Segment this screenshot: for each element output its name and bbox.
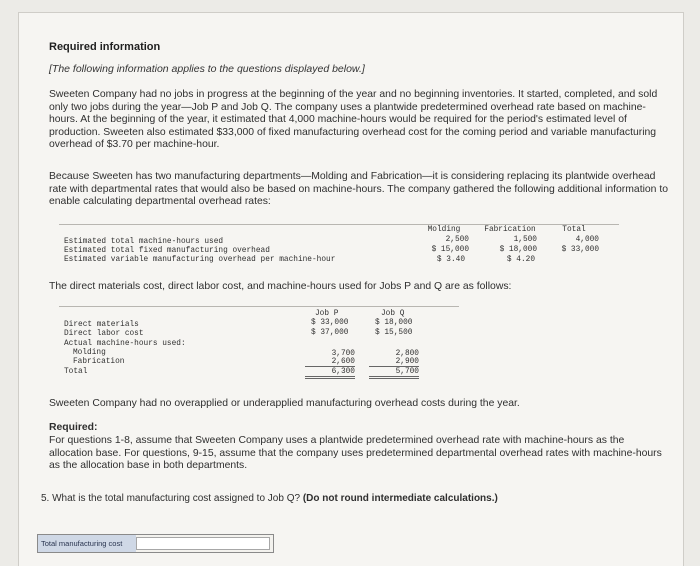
cell-p-direct-materials: $ 33,000: [311, 319, 349, 327]
cell-fabrication-fixed: $ 18,000: [499, 246, 537, 254]
cell-p-molding: 3,700: [331, 350, 355, 358]
overhead-paragraph: Sweeten Company had no overapplied or underapplied manufacturing overhead costs during the year.: [49, 398, 520, 409]
jobs-paragraph: The direct materials cost, direct labor cost, and machine-hours used for Jobs P and Q are as follows:: [49, 281, 512, 292]
row-label-actual-machine-hours: Actual machine-hours used:: [64, 340, 186, 348]
row-label-fixed-overhead: Estimated total fixed manufacturing overhead: [64, 247, 270, 255]
cell-total-fixed: $ 33,000: [561, 246, 599, 254]
row-label-total: Total: [64, 368, 88, 376]
question-text: [41, 493, 661, 506]
cell-p-fabrication: 2,600: [305, 358, 355, 367]
question-prompt: 5. What is the total manufacturing cost assigned to Job Q? (Do not round intermediate calculations.): [41, 493, 498, 504]
estimates-table: [59, 224, 619, 275]
row-label-variable-overhead: Estimated variable manufacturing overhead per machine-hour: [64, 256, 336, 264]
cell-molding-hours: 2,500: [445, 236, 469, 244]
row-label-machine-hours: Estimated total machine-hours used: [64, 238, 224, 246]
cell-q-direct-labor: $ 15,500: [375, 329, 413, 337]
col-header-total: Total: [562, 226, 586, 234]
row-label-molding: Molding: [73, 349, 106, 357]
cell-fabrication-hours: 1,500: [513, 236, 537, 244]
col-header-job-q: Job Q: [381, 310, 405, 318]
col-header-fabrication: Fabrication: [484, 226, 536, 234]
intro-paragraph: Sweeten Company had no jobs in progress at the beginning of the year and no beginning inventories. It started, completed, and sold only two jobs during the year—Job P and Job Q. The company uses a plantwide predetermined overhead rate based on machine-hours. At the beginning of the year, it estimated that 4,000 machine-hours would be required for the period's estimated level of production. Sweeten also estimated $33,000 of fixed manufacturing overhead cost for the coming period and variable manufacturing overhead of $3.70 per machine-hour.: [49, 89, 658, 151]
cell-q-total: 5,700: [369, 368, 419, 379]
required-label: Required:: [49, 422, 98, 433]
instruction-note: [The following information applies to the questions displayed below.]: [49, 63, 365, 75]
cell-p-total: 6,300: [305, 368, 355, 379]
row-label-direct-labor: Direct labor cost: [64, 330, 144, 338]
cell-q-fabrication: 2,900: [369, 358, 419, 367]
cell-total-hours: 4,000: [575, 236, 599, 244]
question-instruction: (Do not round intermediate calculations.): [302, 493, 498, 504]
answer-row: [37, 534, 274, 553]
cell-p-direct-labor: $ 37,000: [311, 329, 349, 337]
col-header-job-p: Job P: [315, 310, 339, 318]
row-label-fabrication: Fabrication: [73, 358, 125, 366]
total-manufacturing-cost-input[interactable]: [136, 537, 270, 550]
question-page: [18, 12, 684, 566]
cell-molding-fixed: $ 15,000: [431, 246, 469, 254]
departments-paragraph: Because Sweeten has two manufacturing departments—Molding and Fabrication—it is considering replacing its plantwide overhead rate with departmental rates that would also be based on machine-hours. The company gathered the following additional information to enable calculating departmental overhead rates:: [49, 171, 668, 208]
col-header-molding: Molding: [427, 226, 461, 234]
jobs-table: [59, 306, 459, 387]
cell-fabrication-variable: $ 4.20: [506, 256, 535, 264]
cell-molding-variable: $ 3.40: [436, 256, 465, 264]
required-text: For questions 1-8, assume that Sweeten Company uses a plantwide predetermined overhead rate with machine-hours as the allocation base. For questions, 9-15, assume that the company uses predetermined departmental overhead rates with machine-hours as the allocation base in both departments.: [49, 435, 662, 472]
answer-label: Total manufacturing cost: [38, 535, 136, 552]
cell-q-direct-materials: $ 18,000: [375, 319, 413, 327]
cell-q-molding: 2,800: [395, 350, 419, 358]
row-label-direct-materials: Direct materials: [64, 321, 139, 329]
section-heading: Required information: [49, 41, 161, 53]
